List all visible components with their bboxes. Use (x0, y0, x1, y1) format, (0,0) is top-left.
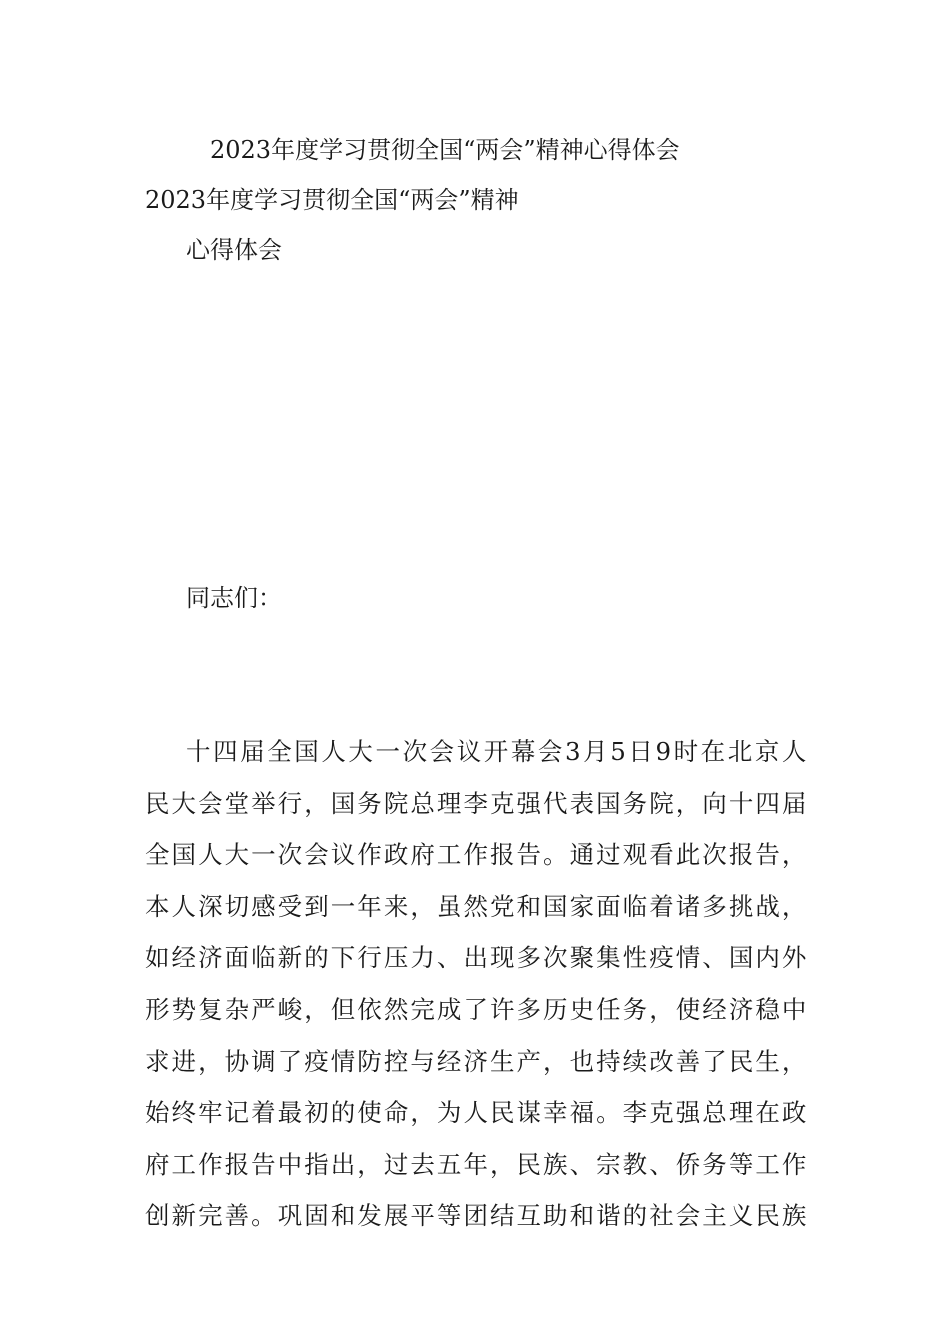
document-title: 2023年度学习贯彻全国“两会”精神心得体会 (210, 136, 680, 164)
document-heading-line-1: 2023年度学习贯彻全国“两会”精神 (145, 186, 519, 214)
body-line: 十四届全国人大一次会议开幕会3月5日9时在北京人 (186, 737, 807, 766)
salutation: 同志们： (186, 584, 282, 612)
body-line: 始终牢记着最初的使命，为人民谋幸福。李克强总理在政 (145, 1098, 807, 1128)
body-line: 民大会堂举行，国务院总理李克强代表国务院，向十四届 (145, 788, 807, 818)
body-line: 创新完善。巩固和发展平等团结互助和谐的社会主义民族 (145, 1201, 807, 1231)
body-line: 形势复杂严峻，但依然完成了许多历史任务，使经济稳中 (145, 994, 807, 1024)
body-line: 全国人大一次会议作政府工作报告。通过观看此次报告， (145, 840, 807, 870)
document-heading-line-2: 心得体会 (186, 236, 282, 264)
body-line: 府工作报告中指出，过去五年，民族、宗教、侨务等工作 (145, 1149, 807, 1179)
body-line: 求进，协调了疫情防控与经济生产，也持续改善了民生， (145, 1046, 807, 1076)
body-paragraph (145, 726, 807, 1242)
body-line: 如经济面临新的下行压力、出现多次聚集性疫情、国内外 (145, 943, 807, 973)
body-line: 本人深切感受到一年来，虽然党和国家面临着诸多挑战， (145, 891, 807, 921)
